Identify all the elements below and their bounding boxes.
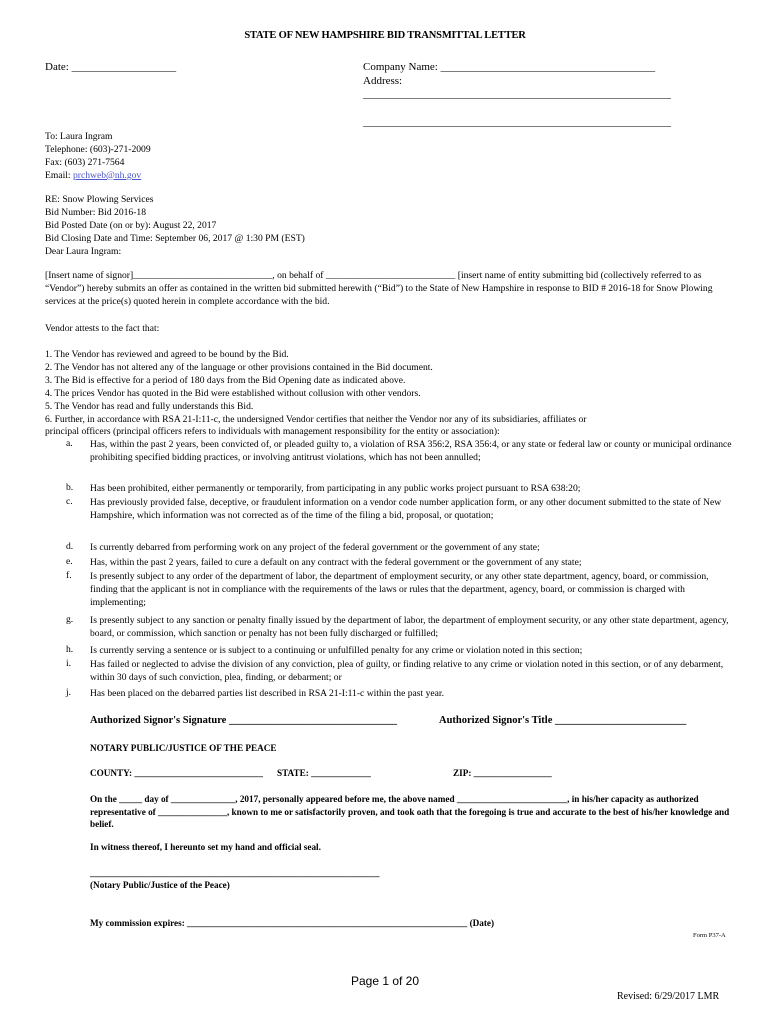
list-item: 3. The Bid is effective for a period of 180 days from the Bid Opening date as indicated above. — [45, 375, 406, 386]
email-label: Email: — [45, 169, 73, 181]
sub-item-text: Is currently serving a sentence or is subject to a continuing or unfulfilled penalty for any crime or violation noted in this section; — [90, 645, 583, 656]
notary-sign-caption: (Notary Public/Justice of the Peace) — [90, 880, 230, 890]
sub-item-letter: b. — [66, 482, 74, 493]
telephone-line: Telephone: (603)-271-2009 — [45, 143, 151, 155]
bid-closing-date: Bid Closing Date and Time: September 06, 2017 @ 1:30 PM (EST) — [45, 232, 305, 244]
sub-item-text: Has been prohibited, either permanently or temporarily, from participating in any public works project pursuant to RSA 638:20; — [90, 483, 581, 494]
intro-paragraph: [Insert name of signor]_____________________________, on behalf of ___________________________ [insert name of entity submitting bid (collectively referred to as “Vendor”) hereby submits an offer as contained in the written bid submitted herewith (“Bid”) to the State of New Hampshire in response to BID # 2016-18 for Snow Plowing services at the price(s) quoted herein in complete accordance with the bid. — [45, 270, 713, 307]
list-item: 1. The Vendor has reviewed and agreed to be bound by the Bid. — [45, 349, 289, 360]
company-name-field: Company Name: _______________________________________ — [363, 61, 656, 73]
sub-item-text: Has, within the past 2 years, failed to cure a default on any contract with the federal government or the government of any state; — [90, 557, 582, 568]
sub-item-letter: j. — [66, 687, 72, 698]
salutation: Dear Laura Ingram: — [45, 245, 122, 257]
sub-item-letter: f. — [66, 570, 72, 581]
sub-item-text: Has been placed on the debarred parties list described in RSA 21-I:11-c within the past year. — [90, 688, 444, 699]
email-line — [45, 170, 151, 183]
contact-block — [45, 131, 151, 183]
notary-sign-line: _______________________________________________________________ — [90, 868, 380, 878]
sub-item-letter: i. — [66, 658, 72, 669]
sub-item-text: Is presently subject to any order of the department of labor, the department of employment security, or any other state department, agency, board, or commission, finding that the applicant is not in compliance with the requirements of the laws or rules that the department, agency, board, or commission is charged with implementing; — [90, 571, 709, 608]
address-label: Address: — [363, 75, 403, 87]
list-item: 4. The prices Vendor has quoted in the Bid were established without collusion with other vendors. — [45, 388, 421, 399]
sub-item-text: Has, within the past 2 years, been convicted of, or pleaded guilty to, a violation of RSA 356:2, RSA 356:4, or any state or federal law or county or municipal ordinance prohibiting specified bidding practices, or involving antitrust violations, which has not been annulled; — [90, 439, 732, 463]
signor-signature-line: Authorized Signor's Signature ________________________________ — [90, 715, 397, 726]
form-number: Form P37-A — [693, 932, 726, 939]
bid-posted-date: Bid Posted Date (on or by): August 22, 2017 — [45, 219, 217, 231]
notary-witness: In witness thereof, I hereunto set my hand and official seal. — [90, 842, 321, 852]
page-number: Page 1 of 20 — [350, 974, 420, 988]
sub-item-text: Has failed or neglected to advise the division of any conviction, plea of guilty, or finding relative to any crime or violation noted in this section, or of any debarment, within 30 days of such conviction, plea, finding, or debarment; or — [90, 659, 724, 683]
list-item: principal officers (principal officers refers to individuals with management responsibility for the entity or association): — [45, 426, 500, 437]
date-field: Date: ___________________ — [45, 61, 177, 73]
bid-number: Bid Number: Bid 2016-18 — [45, 206, 146, 218]
sub-item-letter: e. — [66, 556, 73, 567]
revised-date: Revised: 6/29/2017 LMR — [617, 991, 720, 1002]
re-block — [45, 194, 305, 259]
sub-item-letter: a. — [66, 438, 73, 449]
sub-item-letter: h. — [66, 644, 74, 655]
re-subject: RE: Snow Plowing Services — [45, 194, 154, 205]
notary-county: COUNTY: ____________________________ — [90, 768, 263, 778]
sub-item-letter: c. — [66, 496, 73, 507]
notary-paragraph: On the _____ day of ______________, 2017, personally appeared before me, the above named ________________________, in his/her capacity as authorized representative of _______________, known to me or satisfactorily proven, and took oath that the foregoing is true and accurate to the best of his/her knowledge and belief. — [90, 794, 730, 830]
fax-line: Fax: (603) 271-7564 — [45, 156, 125, 168]
sub-item-text: Is presently subject to any sanction or penalty finally issued by the department of labor, the department of employment security, or any other state department, agency, board, or commission, which sanction or penalty has not been fully discharged or fulfilled; — [90, 615, 729, 639]
signor-title-line: Authorized Signor's Title _________________________ — [439, 715, 687, 726]
address-line-2: ________________________________________________________ — [363, 116, 671, 128]
sub-item-letter: d. — [66, 541, 74, 552]
sub-item-text: Has previously provided false, deceptive, or fraudulent information on a vendor code number application form, or any other document submitted to the state of New Hampshire, which information was not corrected as of the time of the filing a bid, proposal, or quotation; — [90, 497, 722, 521]
notary-heading: NOTARY PUBLIC/JUSTICE OF THE PEACE — [90, 743, 277, 753]
attests-line: Vendor attests to the fact that: — [45, 323, 160, 334]
to-line: To: Laura Ingram — [45, 131, 113, 142]
sub-item-text: Is currently debarred from performing work on any project of the federal government or the government of any state; — [90, 542, 540, 553]
list-item: 6. Further, in accordance with RSA 21-I:11-c, the undersigned Vendor certifies that neither the Vendor nor any of its subsidiaries, affiliates or — [45, 414, 587, 425]
list-item: 5. The Vendor has read and fully understands this Bid. — [45, 401, 254, 412]
sub-item-letter: g. — [66, 614, 74, 625]
address-line-1: ________________________________________________________ — [363, 88, 671, 100]
notary-commission: My commission expires: _____________________________________________________________ (Date) — [90, 918, 495, 928]
notary-zip: ZIP: _________________ — [453, 768, 552, 778]
list-item: 2. The Vendor has not altered any of the language or other provisions contained in the Bid document. — [45, 362, 433, 373]
document-title: STATE OF NEW HAMPSHIRE BID TRANSMITTAL LETTER — [244, 30, 526, 41]
notary-state: STATE: _____________ — [277, 768, 371, 778]
email-link[interactable]: prchweb@nh.gov — [72, 169, 142, 181]
